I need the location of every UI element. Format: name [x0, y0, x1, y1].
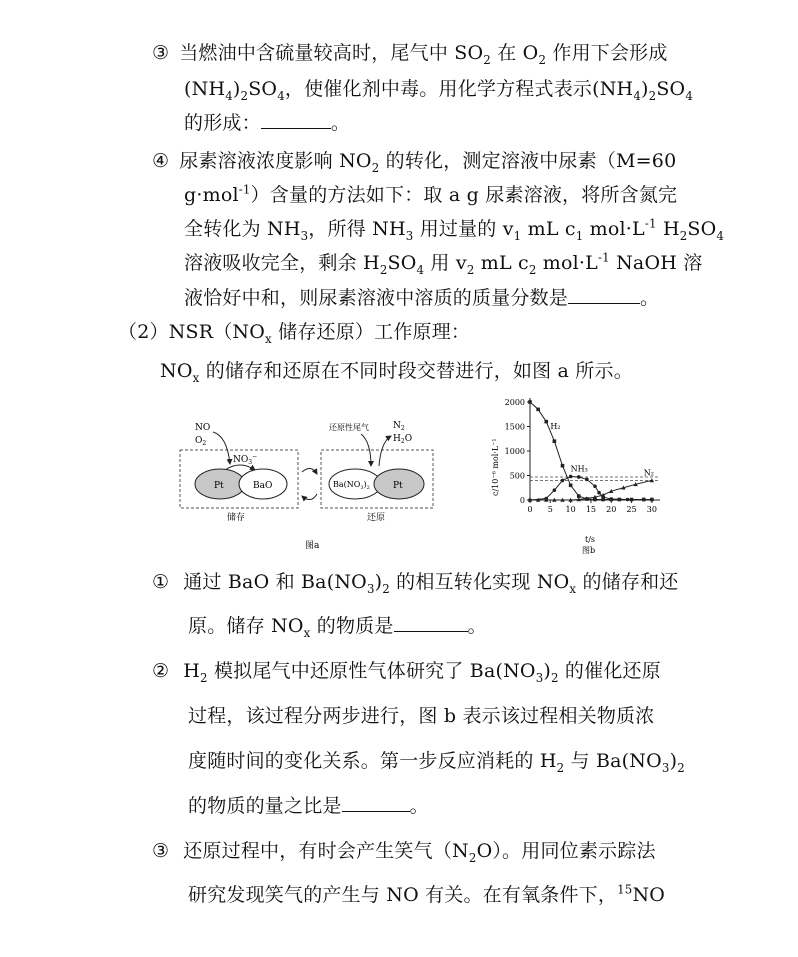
chart-y-tick-label: 1000 [504, 447, 525, 456]
p3-q2-line4: 的物质的量之比是 。 [188, 791, 429, 818]
chart-point [609, 497, 613, 501]
q3-line1: ③ 当燃油中含硫量较高时，尾气中 $SO_2$ 在 $O_2$ 作用下会形成 [152, 42, 668, 67]
fig-a-h2o: $H_2O$ [393, 434, 413, 445]
fig-a-pt-label: Pt [214, 481, 224, 491]
chart-xlabel: t/s [585, 535, 596, 544]
chart-point [536, 408, 540, 412]
p3-q2-line3: 度随时间的变化关系。第一步反应消耗的 $H_2$ 与 $Ba(NO_3)_2$ [188, 750, 685, 775]
q4-line4: 溶液吸收完全，剩余 $H_2SO_4$ 用 $v_2$ mL $c_2$ $mol\cdot L^{-1}$ NaOH 溶 [184, 250, 703, 277]
p3-q1-line1: ① 通过 BaO 和 $Ba(NO_3)_2$ 的相互转化实现 $NO_x$ 的储存和还 [152, 571, 679, 596]
chart-x-tick-label: 20 [606, 505, 617, 514]
chart-point [593, 484, 597, 488]
q4-line5: 液恰好中和，则尿素溶液中溶质的质量分数是 。 [184, 283, 659, 310]
fig-a-store-label: 储存 [227, 513, 246, 523]
chart-series-label: N₂ [643, 468, 654, 478]
chart-series-label: H₂ [550, 421, 561, 431]
chart-point [569, 484, 573, 488]
chart-point [553, 488, 557, 492]
chart-point [585, 478, 589, 482]
fig-a-reduce-gas: 还原性尾气 [329, 423, 369, 432]
chart-series-label: NH₃ [570, 464, 588, 474]
chart-x-tick-label: 25 [626, 505, 637, 514]
chart-point [597, 491, 601, 495]
chart-x-tick-label: 30 [646, 505, 657, 514]
q4-line3: 全转化为 $NH_3$，所得 $NH_3$ 用过量的 $v_1$ mL $c_1$ $mol\cdot L^{-1}$ $H_2SO_4$ [184, 216, 725, 243]
chart-point [561, 464, 565, 468]
chart-point [544, 420, 548, 424]
fig-a-cycle-arrow-1 [302, 468, 317, 474]
chart-point [650, 498, 654, 502]
chart-point [528, 400, 532, 404]
p3-q3-line2: 研究发现笑气的产生与 NO 有关。在有氧条件下，$^{15}$NO [188, 882, 666, 906]
chart-x-tick-label: 5 [547, 505, 553, 514]
fig-a-no3: $NO_3^-$ [233, 453, 258, 466]
fig-a-n2: $N_2$ [393, 421, 405, 432]
chart-point [561, 479, 565, 483]
part2-heading: $(2)NSR(NO_x$ 储存还原）工作原理： [118, 321, 471, 346]
chart-x-tick-label: 10 [565, 505, 576, 514]
p3-q1-line2: 原。储存 $NO_x$ 的物质是 。 [188, 611, 487, 638]
fig-a-no: NO [195, 423, 211, 433]
part2-intro: $NO_x$ 的储存和还原在不同时段交替进行，如图 a 所示。 [160, 360, 633, 385]
answer-blank [568, 284, 640, 304]
chart-point [577, 475, 581, 479]
chart-y-tick-label: 0 [519, 496, 525, 505]
fig-a-reduce-label: 还原 [367, 513, 386, 523]
p3-q3-line1: ③ 还原过程中，有时会产生笑气$(N_2O)$。用同位素示踪法 [152, 840, 656, 865]
answer-blank [261, 109, 331, 129]
p3-q2-line2: 过程，该过程分两步进行，图 b 表示该过程相关物质浓 [188, 705, 655, 727]
p3-q2-line1: ② $H_2$ 模拟尾气中还原性气体研究了 $Ba(NO_3)_2$ 的催化还原 [152, 660, 661, 685]
answer-blank [342, 792, 410, 812]
fig-a-pt2-label: Pt [393, 481, 403, 491]
chart-point [642, 498, 646, 502]
chart-y-tick-label: 2000 [504, 398, 525, 407]
fig-a-banitrate-label: $Ba(NO_3)_2$ [333, 480, 370, 491]
chart-point [553, 439, 557, 443]
chart-caption: 图b [582, 546, 596, 555]
chart-point [626, 498, 630, 502]
chart-x-tick-label: 15 [585, 505, 597, 514]
chart-point [569, 475, 573, 479]
fig-a-cycle-arrow-2 [302, 494, 317, 500]
q3-line3: 的形成： 。 [184, 108, 350, 135]
chart-x-tick-label: 0 [527, 505, 533, 514]
q4-line2: g·mol$^{-1}$）含量的方法如下：取 a g 尿素溶液，将所含氮完 [184, 182, 678, 206]
fig-a-arrow-in [213, 432, 230, 464]
q4-line1: ④ 尿素溶液浓度影响 $NO_2$ 的转化，测定溶液中尿素（M=60 [152, 150, 677, 175]
q3-line2: $(NH_4)_2SO_4$，使催化剂中毒。用化学方程式表示$(NH_4)_2SO_4$ [184, 78, 694, 103]
fig-a-caption: 图a [305, 541, 320, 551]
chart-y-tick-label: 500 [509, 471, 525, 481]
answer-blank [394, 612, 468, 632]
figure-b-chart [490, 390, 670, 556]
fig-a-bao-label: BaO [253, 481, 273, 491]
figure-a [175, 412, 435, 554]
chart-y-tick-label: 1500 [504, 422, 525, 432]
fig-a-arrow-reduce-out [379, 436, 391, 466]
fig-a-o2: $O_2$ [195, 436, 207, 447]
chart-ylabel: c/10⁻⁶ mol·L⁻¹ [491, 438, 500, 496]
